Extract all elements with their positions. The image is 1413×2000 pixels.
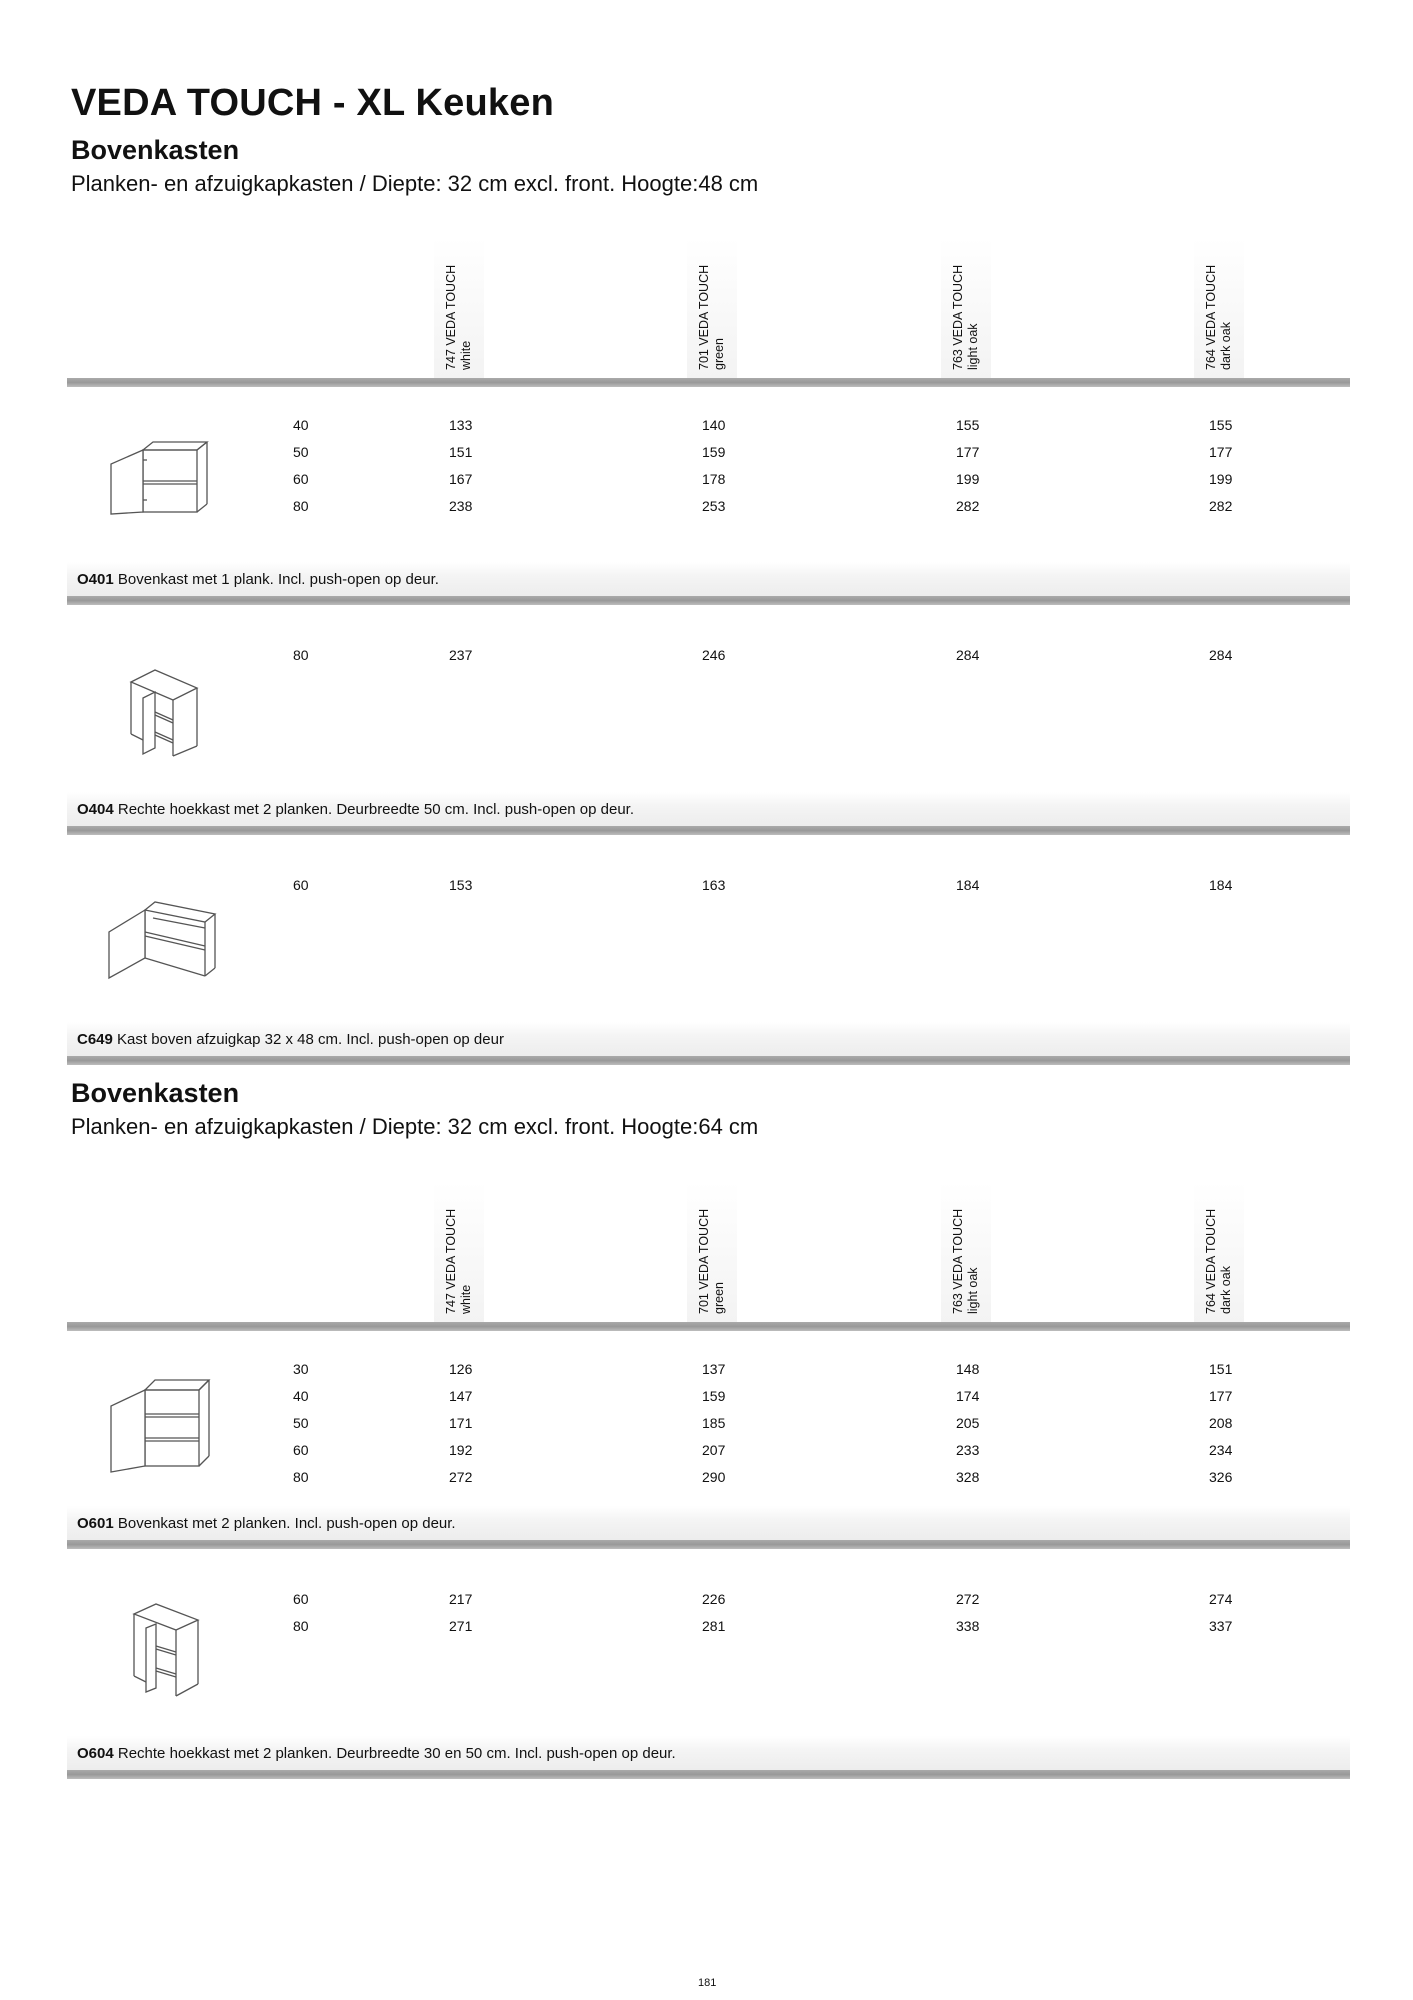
width-value: 50 bbox=[293, 1415, 309, 1431]
price-value: 271 bbox=[449, 1618, 473, 1634]
price-value: 246 bbox=[702, 647, 726, 663]
row-divider bbox=[67, 1540, 1350, 1549]
column-header: 701 VEDA TOUCH green bbox=[687, 1182, 737, 1322]
column-header: 747 VEDA TOUCH white bbox=[434, 238, 484, 378]
price-value: 226 bbox=[702, 1591, 726, 1607]
width-value: 80 bbox=[293, 647, 309, 663]
width-value: 30 bbox=[293, 1361, 309, 1377]
product-code: O601 bbox=[77, 1515, 114, 1532]
width-value: 40 bbox=[293, 1388, 309, 1404]
price-value: 184 bbox=[956, 877, 980, 893]
price-value: 178 bbox=[702, 471, 726, 487]
width-value: 80 bbox=[293, 498, 309, 514]
width-value: 80 bbox=[293, 1469, 309, 1485]
price-value: 185 bbox=[702, 1415, 726, 1431]
price-value: 184 bbox=[1209, 877, 1233, 893]
width-value: 80 bbox=[293, 1618, 309, 1634]
corner-cabinet-icon bbox=[125, 668, 205, 758]
width-value: 50 bbox=[293, 444, 309, 460]
price-value: 272 bbox=[449, 1469, 473, 1485]
product-label bbox=[67, 1506, 1350, 1542]
price-value: 274 bbox=[1209, 1591, 1233, 1607]
product-code: O401 bbox=[77, 571, 114, 588]
price-value: 199 bbox=[1209, 471, 1233, 487]
price-value: 167 bbox=[449, 471, 473, 487]
product-label bbox=[67, 1022, 1350, 1058]
price-value: 159 bbox=[702, 444, 726, 460]
price-value: 171 bbox=[449, 1415, 473, 1431]
price-value: 140 bbox=[702, 417, 726, 433]
price-value: 155 bbox=[956, 417, 980, 433]
price-value: 155 bbox=[1209, 417, 1233, 433]
page-number: 181 bbox=[698, 1977, 717, 1989]
product-description: Bovenkast met 1 plank. Incl. push-open op deur. bbox=[117, 571, 439, 588]
price-value: 272 bbox=[956, 1591, 980, 1607]
price-value: 217 bbox=[449, 1591, 473, 1607]
price-value: 133 bbox=[449, 417, 473, 433]
price-value: 337 bbox=[1209, 1618, 1233, 1634]
product-code: C649 bbox=[77, 1031, 113, 1048]
wall-cabinet-1-shelf-icon bbox=[105, 440, 215, 520]
price-value: 253 bbox=[702, 498, 726, 514]
price-value: 207 bbox=[702, 1442, 726, 1458]
column-header: 764 VEDA TOUCH dark oak bbox=[1194, 1182, 1244, 1322]
product-label bbox=[67, 1736, 1350, 1772]
header-divider bbox=[67, 1322, 1350, 1331]
product-code: O404 bbox=[77, 801, 114, 818]
tall-corner-cabinet-icon bbox=[128, 1602, 204, 1698]
price-value: 205 bbox=[956, 1415, 980, 1431]
width-value: 60 bbox=[293, 877, 309, 893]
price-value: 282 bbox=[956, 498, 980, 514]
column-header: 763 VEDA TOUCH light oak bbox=[941, 1182, 991, 1322]
price-value: 192 bbox=[449, 1442, 473, 1458]
price-value: 290 bbox=[702, 1469, 726, 1485]
price-value: 151 bbox=[449, 444, 473, 460]
price-value: 208 bbox=[1209, 1415, 1233, 1431]
product-code: O604 bbox=[77, 1745, 114, 1762]
price-value: 233 bbox=[956, 1442, 980, 1458]
header-divider bbox=[67, 378, 1350, 387]
price-value: 282 bbox=[1209, 498, 1233, 514]
price-value: 281 bbox=[702, 1618, 726, 1634]
row-divider bbox=[67, 596, 1350, 605]
product-label bbox=[67, 562, 1350, 598]
section-title: Bovenkasten bbox=[71, 135, 240, 165]
price-value: 177 bbox=[1209, 444, 1233, 460]
price-value: 284 bbox=[956, 647, 980, 663]
column-header: 701 VEDA TOUCH green bbox=[687, 238, 737, 378]
price-value: 328 bbox=[956, 1469, 980, 1485]
section-subtitle: Planken- en afzuigkapkasten / Diepte: 32 cm excl. front. Hoogte:64 cm bbox=[71, 1114, 759, 1139]
price-value: 338 bbox=[956, 1618, 980, 1634]
price-value: 177 bbox=[956, 444, 980, 460]
price-value: 238 bbox=[449, 498, 473, 514]
price-value: 237 bbox=[449, 647, 473, 663]
product-description: Rechte hoekkast met 2 planken. Deurbreedte 50 cm. Incl. push-open op deur. bbox=[117, 801, 635, 818]
width-value: 60 bbox=[293, 1442, 309, 1458]
price-value: 199 bbox=[956, 471, 980, 487]
column-header: 763 VEDA TOUCH light oak bbox=[941, 238, 991, 378]
width-value: 40 bbox=[293, 417, 309, 433]
column-header: 764 VEDA TOUCH dark oak bbox=[1194, 238, 1244, 378]
price-value: 326 bbox=[1209, 1469, 1233, 1485]
width-value: 60 bbox=[293, 471, 309, 487]
row-divider bbox=[67, 1770, 1350, 1779]
section-subtitle: Planken- en afzuigkapkasten / Diepte: 32 cm excl. front. Hoogte:48 cm bbox=[71, 171, 759, 196]
column-header: 747 VEDA TOUCH white bbox=[434, 1182, 484, 1322]
row-divider bbox=[67, 1056, 1350, 1065]
row-divider bbox=[67, 826, 1350, 835]
price-value: 153 bbox=[449, 877, 473, 893]
section-title: Bovenkasten bbox=[71, 1078, 240, 1108]
width-value: 60 bbox=[293, 1591, 309, 1607]
wall-cabinet-2-shelves-icon bbox=[105, 1378, 215, 1474]
price-value: 137 bbox=[702, 1361, 726, 1377]
product-description: Bovenkast met 2 planken. Incl. push-open op deur. bbox=[117, 1515, 456, 1532]
price-value: 284 bbox=[1209, 647, 1233, 663]
price-value: 151 bbox=[1209, 1361, 1233, 1377]
product-description: Kast boven afzuigkap 32 x 48 cm. Incl. push-open op deur bbox=[117, 1031, 504, 1048]
hood-cabinet-icon bbox=[105, 898, 220, 983]
price-value: 159 bbox=[702, 1388, 726, 1404]
product-description: Rechte hoekkast met 2 planken. Deurbreedte 30 en 50 cm. Incl. push-open op deur. bbox=[117, 1745, 676, 1762]
price-value: 148 bbox=[956, 1361, 980, 1377]
product-label bbox=[67, 792, 1350, 828]
price-value: 163 bbox=[702, 877, 726, 893]
price-value: 174 bbox=[956, 1388, 980, 1404]
price-value: 126 bbox=[449, 1361, 473, 1377]
page-title: VEDA TOUCH - XL Keuken bbox=[71, 82, 554, 124]
price-value: 177 bbox=[1209, 1388, 1233, 1404]
price-value: 234 bbox=[1209, 1442, 1233, 1458]
price-value: 147 bbox=[449, 1388, 473, 1404]
